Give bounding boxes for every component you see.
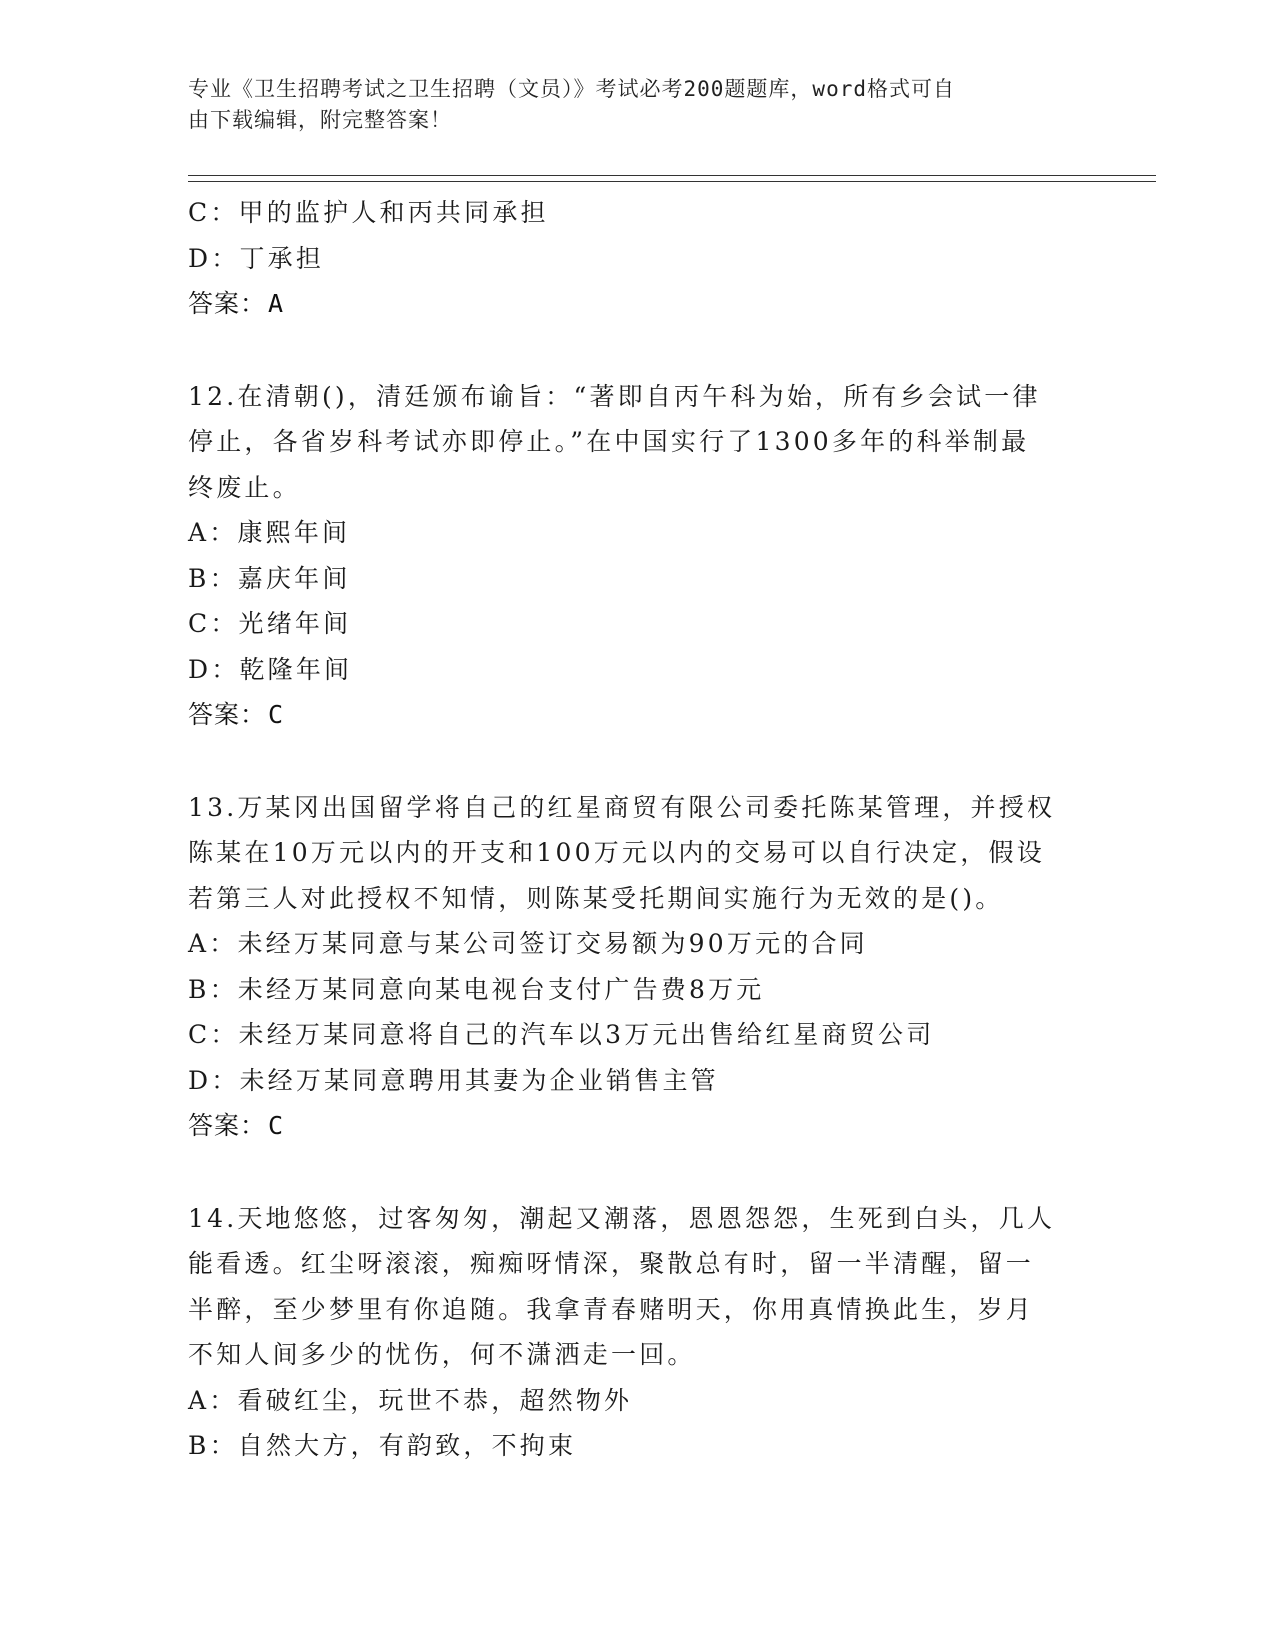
question-11 <box>188 190 1088 327</box>
answer-label: 答案： <box>188 1111 267 1140</box>
option-c: C：甲的监护人和丙共同承担 <box>188 198 549 227</box>
option-c: C：未经万某同意将自己的汽车以3万元出售给红星商贸公司 <box>188 1020 935 1049</box>
question-12 <box>188 374 1088 738</box>
option-b: B：嘉庆年间 <box>188 563 351 593</box>
option-a: A：看破红尘，玩世不恭，超然物外 <box>188 1385 633 1415</box>
option-d: D：乾隆年间 <box>188 654 353 684</box>
question-spacer <box>188 1149 1088 1196</box>
header-divider-top <box>188 175 1156 176</box>
question-stem-line: 不知人间多少的忧伤，何不潇洒走一回。 <box>188 1340 696 1369</box>
question-stem-line: 陈某在10万元以内的开支和100万元以内的交易可以自行决定，假设 <box>188 838 1045 867</box>
question-spacer <box>188 738 1088 785</box>
option-a: A：康熙年间 <box>188 518 351 547</box>
answer-label: 答案： <box>188 700 267 729</box>
question-13 <box>188 785 1088 1149</box>
header-divider-bottom <box>188 181 1156 182</box>
question-stem-line: 若第三人对此授权不知情，则陈某受托期间实施行为无效的是()。 <box>188 883 1004 913</box>
option-c: C：光绪年间 <box>188 609 352 638</box>
header-line-1: 专业《卫生招聘考试之卫生招聘（文员）》考试必考200题题库，word格式可自 <box>188 77 955 101</box>
answer-line <box>188 692 1088 738</box>
question-spacer <box>188 327 1088 374</box>
option-a: A：未经万某同意与某公司签订交易额为90万元的合同 <box>188 929 868 958</box>
option-d: D：未经万某同意聘用其妻为企业销售主管 <box>188 1065 719 1095</box>
document-body <box>188 190 1088 1469</box>
option-b: B：自然大方，有韵致，不拘束 <box>188 1431 577 1460</box>
answer-label: 答案： <box>188 289 267 318</box>
question-stem-line: 半醉，至少梦里有你追随。我拿青春赌明天，你用真情换此生，岁月 <box>188 1294 1035 1324</box>
answer-value: C <box>268 700 285 729</box>
header-line-2: 由下载编辑，附完整答案！ <box>188 108 452 132</box>
question-stem-line: 14.天地悠悠，过客匆匆，潮起又潮落，恩恩怨怨，生死到白头，几人 <box>188 1203 1056 1233</box>
question-stem-line: 能看透。红尘呀滚滚，痴痴呀情深，聚散总有时，留一半清醒，留一 <box>188 1249 1035 1278</box>
answer-line <box>188 1103 1088 1149</box>
question-14 <box>188 1196 1088 1469</box>
question-stem-line: 12.在清朝()，清廷颁布谕旨：“著即自丙午科为始，所有乡会试一律 <box>188 381 1041 411</box>
answer-value: A <box>268 289 285 318</box>
option-b: B：未经万某同意向某电视台支付广告费8万元 <box>188 974 765 1004</box>
question-stem-line: 停止，各省岁科考试亦即停止。”在中国实行了1300多年的科举制最 <box>188 427 1030 456</box>
answer-line <box>188 281 1088 327</box>
question-stem-line: 终废止。 <box>188 472 301 502</box>
option-d: D：丁承担 <box>188 243 325 273</box>
question-stem-line: 13.万某冈出国留学将自己的红星商贸有限公司委托陈某管理，并授权 <box>188 792 1056 822</box>
answer-value: C <box>268 1111 285 1140</box>
document-header <box>188 74 1068 136</box>
